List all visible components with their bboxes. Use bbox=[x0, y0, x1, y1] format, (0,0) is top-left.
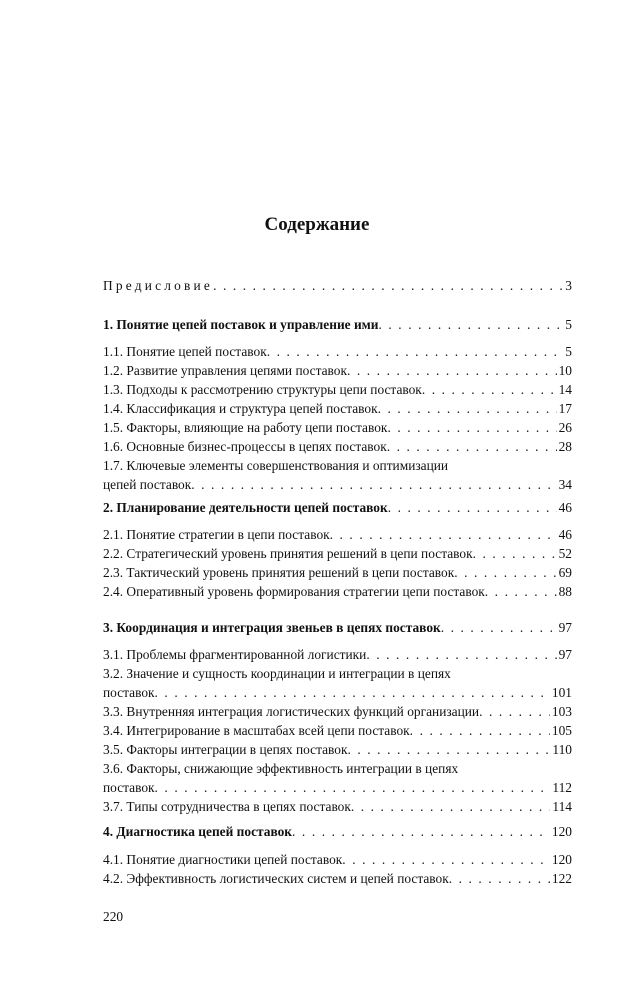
leader-dots bbox=[473, 544, 557, 563]
toc-entry-page: 114 bbox=[552, 799, 572, 814]
toc-entry-page: 97 bbox=[558, 647, 572, 662]
page-title: Содержание bbox=[264, 214, 370, 235]
toc-section-1-2[interactable] bbox=[103, 361, 572, 380]
leader-dots bbox=[449, 869, 550, 888]
leader-dots bbox=[191, 475, 556, 494]
toc-entry-title: 3.1. Проблемы фрагментированной логистики bbox=[103, 647, 367, 662]
toc-chapter-1[interactable] bbox=[103, 315, 572, 334]
leader-dots bbox=[387, 437, 557, 456]
toc-section-1-7-line-1[interactable] bbox=[103, 456, 572, 475]
toc-entry-title: 2.2. Стратегический уровень принятия решений в цепи поставок bbox=[103, 546, 473, 561]
toc-entry-page: 122 bbox=[551, 871, 572, 886]
toc-entry-title: 3.4. Интегрирование в масштабах всей цепи поставок bbox=[103, 723, 410, 738]
toc-chapter-4[interactable] bbox=[103, 822, 572, 841]
toc-entry-page: 52 bbox=[558, 546, 572, 561]
leader-dots bbox=[347, 740, 550, 759]
leader-dots bbox=[378, 399, 557, 418]
toc-entry-title: Предисловие bbox=[103, 278, 214, 293]
toc-entry-page: 97 bbox=[558, 620, 572, 635]
leader-dots bbox=[422, 380, 557, 399]
leader-dots bbox=[213, 276, 563, 295]
toc-entry-title: 4.1. Понятие диагностики цепей поставок bbox=[103, 852, 343, 867]
toc-section-2-1[interactable] bbox=[103, 525, 572, 544]
toc-section-3-7[interactable] bbox=[103, 797, 572, 816]
toc-entry-title: поставок bbox=[103, 685, 155, 700]
leader-dots bbox=[379, 315, 564, 334]
toc-section-3-1[interactable] bbox=[103, 645, 572, 664]
toc-entry-page: 34 bbox=[558, 477, 572, 492]
toc-section-1-4[interactable] bbox=[103, 399, 572, 418]
toc-entry-page: 28 bbox=[558, 439, 572, 454]
toc-entry-page: 14 bbox=[558, 382, 572, 397]
leader-dots bbox=[330, 525, 557, 544]
toc-entry-title: цепей поставок bbox=[103, 477, 192, 492]
toc-entry-title: 3.5. Факторы интеграции в цепях поставок bbox=[103, 742, 348, 757]
toc-section-3-2-line-1[interactable] bbox=[103, 664, 572, 683]
leader-dots bbox=[155, 683, 550, 702]
toc-section-1-7-line-2[interactable] bbox=[103, 475, 572, 494]
toc-entry-title: 1.6. Основные бизнес-процессы в цепях поставок bbox=[103, 439, 387, 454]
toc-entry-title: 2.3. Тактический уровень принятия решений в цепи поставок bbox=[103, 565, 455, 580]
toc-section-2-3[interactable] bbox=[103, 563, 572, 582]
toc-section-4-2[interactable] bbox=[103, 869, 572, 888]
toc-entry-title: 3.7. Типы сотрудничества в цепях поставок bbox=[103, 799, 351, 814]
leader-dots bbox=[342, 850, 550, 869]
toc-chapter-3[interactable] bbox=[103, 618, 572, 637]
toc-entry-page: 103 bbox=[551, 704, 572, 719]
toc-chapter-title: 2. Планирование деятельности цепей поставок bbox=[103, 500, 388, 515]
toc-section-3-6-line-2[interactable] bbox=[103, 778, 572, 797]
toc-entry-title: 1.4. Классификация и структура цепей поставок bbox=[103, 401, 378, 416]
toc-entry-page: 101 bbox=[551, 685, 572, 700]
toc-entry-page: 46 bbox=[558, 500, 572, 515]
page-number: 220 bbox=[103, 909, 124, 924]
toc-section-1-1[interactable] bbox=[103, 342, 572, 361]
toc-entry-title: 3.3. Внутренняя интеграция логистических функций организации bbox=[103, 704, 480, 719]
leader-dots bbox=[410, 721, 550, 740]
toc-entry-title: 1.1. Понятие цепей поставок bbox=[103, 344, 267, 359]
toc-chapter-title: 1. Понятие цепей поставок и управление ими bbox=[103, 317, 379, 332]
toc-entry-title: 4.2. Эффективность логистических систем и цепей поставок bbox=[103, 871, 449, 886]
leader-dots bbox=[479, 702, 550, 721]
leader-dots bbox=[441, 618, 557, 637]
leader-dots bbox=[347, 361, 557, 380]
toc-entry-title: 2.1. Понятие стратегии в цепи поставок bbox=[103, 527, 330, 542]
toc-entry-page: 69 bbox=[558, 565, 572, 580]
toc-section-1-6[interactable] bbox=[103, 437, 572, 456]
toc-entry-title: 1.5. Факторы, влияющие на работу цепи поставок bbox=[103, 420, 388, 435]
leader-dots bbox=[387, 418, 556, 437]
leader-dots bbox=[485, 582, 557, 601]
leader-dots bbox=[366, 645, 556, 664]
leader-dots bbox=[351, 797, 551, 816]
toc-entry-title: 3.6. Факторы, снижающие эффективность интеграции в цепях bbox=[103, 761, 459, 776]
toc-entry-page: 120 bbox=[551, 824, 572, 839]
toc-entry-page: 105 bbox=[551, 723, 572, 738]
toc-section-3-6-line-1[interactable] bbox=[103, 759, 572, 778]
toc-section-3-5[interactable] bbox=[103, 740, 572, 759]
toc-section-2-4[interactable] bbox=[103, 582, 572, 601]
toc-entry-preface[interactable] bbox=[103, 276, 572, 295]
toc-entry-page: 88 bbox=[558, 584, 572, 599]
toc-entry-page: 17 bbox=[558, 401, 572, 416]
leader-dots bbox=[292, 822, 550, 841]
toc-entry-page: 10 bbox=[558, 363, 572, 378]
toc-section-1-3[interactable] bbox=[103, 380, 572, 399]
toc-section-3-4[interactable] bbox=[103, 721, 572, 740]
toc-entry-page: 110 bbox=[552, 742, 572, 757]
toc-entry-title: 1.7. Ключевые элементы совершенствования и оптимизации bbox=[103, 458, 449, 473]
toc-entry-page: 120 bbox=[551, 852, 572, 867]
toc-chapter-title: 4. Диагностика цепей поставок bbox=[103, 824, 293, 839]
toc-entry-page: 46 bbox=[558, 527, 572, 542]
toc-entry-page: 5 bbox=[565, 344, 572, 359]
toc-entry-page: 112 bbox=[552, 780, 572, 795]
leader-dots bbox=[388, 498, 557, 517]
toc-entry-title: 1.3. Подходы к рассмотрению структуры цепи поставок bbox=[103, 382, 422, 397]
toc-section-2-2[interactable] bbox=[103, 544, 572, 563]
toc-section-1-5[interactable] bbox=[103, 418, 572, 437]
toc-entry-page: 3 bbox=[565, 278, 572, 293]
toc-section-4-1[interactable] bbox=[103, 850, 572, 869]
toc-chapter-title: 3. Координация и интеграция звеньев в цепях поставок bbox=[103, 620, 441, 635]
toc-entry-title: поставок bbox=[103, 780, 155, 795]
toc-entry-title: 3.2. Значение и сущность координации и интеграции в цепях bbox=[103, 666, 451, 681]
leader-dots bbox=[155, 778, 551, 797]
toc-section-3-3[interactable] bbox=[103, 702, 572, 721]
toc-section-3-2-line-2[interactable] bbox=[103, 683, 572, 702]
toc-entry-page: 26 bbox=[558, 420, 572, 435]
toc-entry-title: 1.2. Развитие управления цепями поставок bbox=[103, 363, 347, 378]
leader-dots bbox=[454, 563, 556, 582]
toc-entry-page: 5 bbox=[565, 317, 572, 332]
leader-dots bbox=[267, 342, 564, 361]
toc-entry-title: 2.4. Оперативный уровень формирования стратегии цепи поставок bbox=[103, 584, 485, 599]
toc-chapter-2[interactable] bbox=[103, 498, 572, 517]
